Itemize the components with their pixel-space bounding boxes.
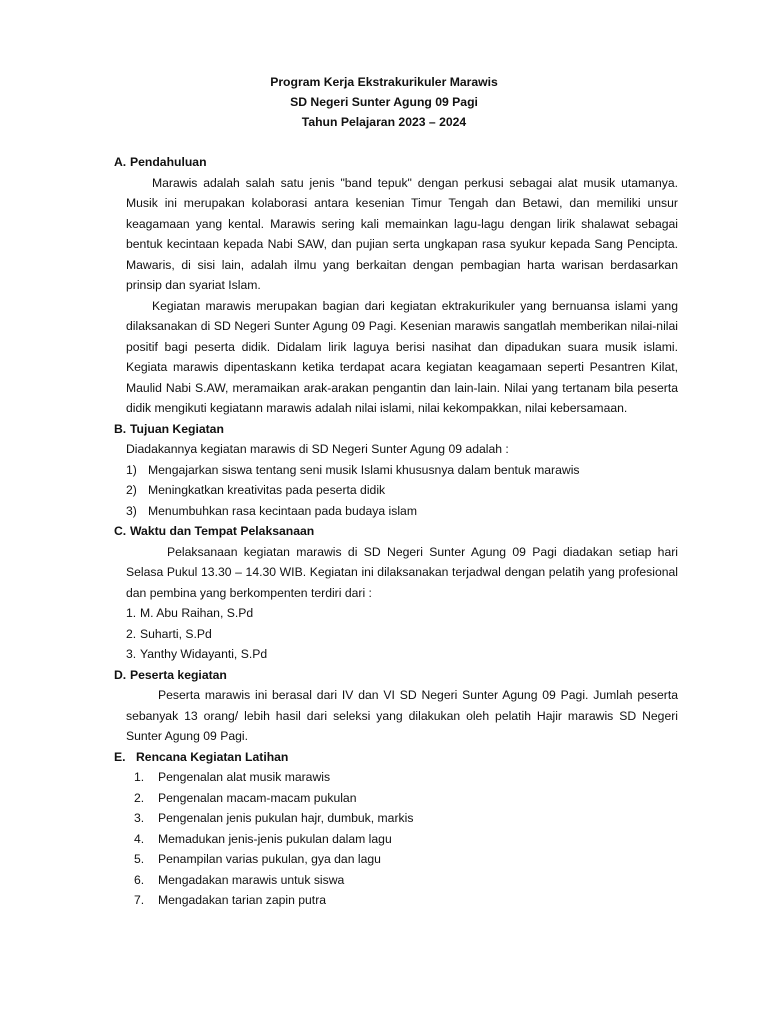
list-item-text: Meningkatkan kreativitas pada peserta didik (148, 483, 386, 497)
list-item-number: 1) (126, 462, 137, 477)
list-item-text: Yanthy Widayanti, S.Pd (140, 647, 268, 661)
section-e-heading (114, 747, 678, 768)
section-a-heading (114, 152, 678, 173)
list-item (114, 480, 678, 501)
section-c-paragraph: Pelaksanaan kegiatan marawis di SD Negeri Sunter Agung 09 Pagi diadakan setiap hari Selasa Pukul 13.30 – 14.30 WIB. Kegiatan ini dilaksanakan terjadwal dengan pelatih yang profesional dan pembina yang berkompenten terdiri dari : (126, 544, 678, 600)
list-item-text: Pengenalan jenis pukulan hajr, dumbuk, markis (158, 811, 414, 825)
list-item (114, 890, 678, 911)
list-item-text: Menumbuhkan rasa kecintaan pada budaya islam (148, 503, 417, 518)
list-item-text: Penampilan varias pukulan, gya dan lagu (158, 852, 381, 866)
section-d-letter: D. (114, 667, 127, 682)
list-item-number: 3. (126, 647, 137, 661)
list-item-number: 2. (134, 790, 145, 805)
list-item-number: 7. (134, 893, 145, 907)
list-item (114, 829, 678, 850)
list-item (114, 644, 678, 665)
list-item (114, 788, 678, 809)
list-item-text: Memadukan jenis-jenis pukulan dalam lagu (158, 831, 392, 846)
section-a-letter: A. (114, 155, 127, 169)
document-body (114, 152, 678, 911)
section-b-letter: B. (114, 421, 127, 436)
list-item-number: 1. (126, 606, 137, 620)
trainer-list (114, 603, 678, 665)
section-a-paragraph-1: Marawis adalah salah satu jenis "band tepuk" dengan perkusi sebagai alat musik utamanya. Musik ini merupakan kolaborasi antara kesenian Timur Tengah dan Betawi, dan memiliki unsur keagamaan yang kental. Marawis sering kali memainkan lagu-lagu dengan lirik shalawat sebagai bentuk kecintaan kepada Nabi SAW, dan pujian serta ungkapan rasa syukur kepada Sang Pencipta. Mawaris, di sisi lain, adalah ilmu yang berkaitan dengan pembagian harta warisan berdasarkan prinsip dan syariat Islam. (126, 175, 678, 292)
section-c-heading (114, 521, 678, 542)
section-d-heading (114, 665, 678, 686)
list-item (114, 849, 678, 870)
list-item-text: Pengenalan macam-macam pukulan (158, 790, 357, 805)
section-b-intro: Diadakannya kegiatan marawis di SD Negeri Sunter Agung 09 adalah : (126, 442, 509, 456)
list-item-number: 4. (134, 831, 145, 846)
section-a-paragraph-2: Kegiatan marawis merupakan bagian dari kegiatan ektrakurikuler yang bernuansa islami yang dilaksanakan di SD Negeri Sunter Agung 09 Pagi. Kesenian marawis sangatlah memberikan nilai-nilai positif bagi peserta didik. Didalam lirik laguya berisi nasihat dan dipadukan suara musik islami. Kegiata marawis dipentaskann ketika terdapat acara kegiatan keagamaan seperti Pesantren Kilat, Maulid Nabi S.AW, meramaikan arak-arakan pengantin dan lain-lain. Nilai yang tertanam bila peserta didik mengikuti kegiatann marawis adalah nilai islami, nilai kekompakkan, nilai kebersamaan. (126, 298, 678, 415)
list-item-number: 3) (126, 503, 137, 518)
list-item-text: Mengadakan tarian zapin putra (158, 893, 327, 907)
list-item-number: 6. (134, 872, 145, 887)
list-item-number: 3. (134, 811, 145, 825)
section-d-title: Peserta kegiatan (130, 667, 227, 682)
section-e-letter: E. (114, 749, 126, 764)
list-item-number: 2) (126, 483, 137, 497)
list-item-text: Pengenalan alat musik marawis (158, 770, 331, 784)
section-c-letter: C. (114, 524, 127, 538)
list-item (114, 624, 678, 645)
section-a-title: Pendahuluan (130, 155, 207, 169)
list-item (114, 501, 678, 522)
section-e-list (114, 767, 678, 911)
list-item-text: Mengadakan marawis untuk siswa (158, 872, 345, 887)
list-item (114, 767, 678, 788)
list-item-text: M. Abu Raihan, S.Pd (140, 606, 254, 620)
list-item (114, 603, 678, 624)
document-title (0, 72, 768, 132)
section-b-heading (114, 419, 678, 440)
list-item-number: 5. (134, 852, 145, 866)
section-e-title: Rencana Kegiatan Latihan (136, 749, 289, 764)
list-item-text: Mengajarkan siswa tentang seni musik Islami khususnya dalam bentuk marawis (148, 462, 580, 477)
list-item-number: 1. (134, 770, 145, 784)
title-line-3: Tahun Pelajaran 2023 – 2024 (301, 115, 467, 129)
title-line-2: SD Negeri Sunter Agung 09 Pagi (290, 95, 478, 109)
list-item (114, 808, 678, 829)
section-b-title: Tujuan Kegiatan (130, 421, 224, 436)
section-b-list (114, 460, 678, 522)
list-item (114, 460, 678, 481)
section-d-paragraph: Peserta marawis ini berasal dari IV dan VI SD Negeri Sunter Agung 09 Pagi. Jumlah peserta sebanyak 13 orang/ lebih hasil dari seleksi yang dilakukan oleh pelatih Hajir marawis SD Negeri Sunter Agung 09 Pagi. (126, 688, 678, 743)
list-item-number: 2. (126, 626, 137, 641)
title-line-1: Program Kerja Ekstrakurikuler Marawis (270, 75, 498, 89)
list-item (114, 870, 678, 891)
list-item-text: Suharti, S.Pd (140, 626, 212, 641)
section-c-title: Waktu dan Tempat Pelaksanaan (130, 524, 315, 538)
